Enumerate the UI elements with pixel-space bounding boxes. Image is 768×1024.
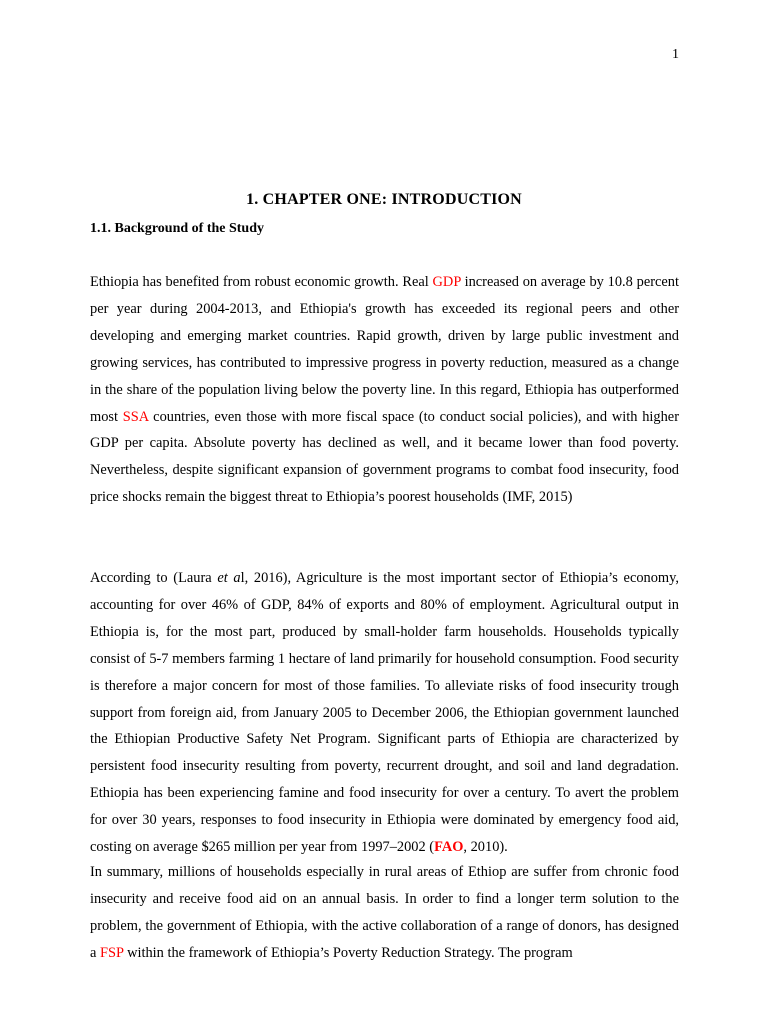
acronym-fao-link[interactable]: FAO <box>434 839 464 856</box>
paragraph-agriculture <box>90 565 679 861</box>
paragraph-background-growth <box>90 269 679 511</box>
acronym-ssa-link[interactable]: SSA <box>122 408 149 425</box>
acronym-fsp-link[interactable]: FSP <box>100 944 124 961</box>
page-number: 1 <box>672 47 679 62</box>
text-run: In summary, millions of households especially in rural areas of Ethiop are suffer from chronic food insecurity and receive food aid on an annual basis. In order to find a longer term solution to the problem, the government of Ethiopia, with the active collaboration of a range of donors, has designed a <box>90 864 679 961</box>
text-run: , 2010). <box>463 839 508 856</box>
text-run: increased on average by 10.8 percent per year during 2004-2013, and Ethiopia's growth has exceeded its regional peers and other developing and emerging market countries. Rapid growth, driven by large public investment and growing services, has contributed to impressive progress in poverty reduction, measured as a change in the share of the population living below the poverty line. In this regard, Ethiopia has outperformed most <box>90 274 679 425</box>
chapter-title: 1. CHAPTER ONE: INTRODUCTION <box>246 191 522 208</box>
acronym-gdp-link[interactable]: GDP <box>432 274 461 290</box>
paragraph-summary <box>90 859 679 967</box>
text-run: countries, even those with more fiscal space (to conduct social policies), and with higher GDP per capita. Absolute poverty has declined as well, and it became lower than food poverty. Nevertheless, despite significant expansion of government programs to combat food insecurity, food price shocks remain the biggest threat to Ethiopia’s poorest households (IMF, 2015) <box>90 408 679 506</box>
text-run: Ethiopia has benefited from robust economic growth. Real <box>90 274 433 290</box>
text-run: According to (Laura <box>90 570 218 586</box>
italic-text: et a <box>217 570 241 586</box>
text-run: l, 2016), Agriculture is the most important sector of Ethiopia’s economy, accounting for over 46% of GDP, 84% of exports and 80% of employment. Agricultural output in Ethiopia is, for the most part, produced by small-holder farm households. Households typically consist of 5-7 members farming 1 hectare of land primarily for household consumption. Food security is therefore a major concern for most of those families. To alleviate risks of food insecurity trough support from foreign aid, from January 2005 to December 2006, the Ethiopian government launched the Ethiopian Productive Safety Net Program. Significant parts of Ethiopia are characterized by persistent food insecurity resulting from poverty, recurrent drought, and soil and land degradation. Ethiopia has been experiencing famine and food insecurity for over a century. To avert the problem for over 30 years, responses to food insecurity in Ethiopia were dominated by emergency food aid, costing on average $265 million per year from 1997–2002 ( <box>90 570 679 856</box>
section-heading: 1.1. Background of the Study <box>90 221 265 236</box>
text-run: within the framework of Ethiopia’s Poverty Reduction Strategy. The program <box>123 944 573 961</box>
